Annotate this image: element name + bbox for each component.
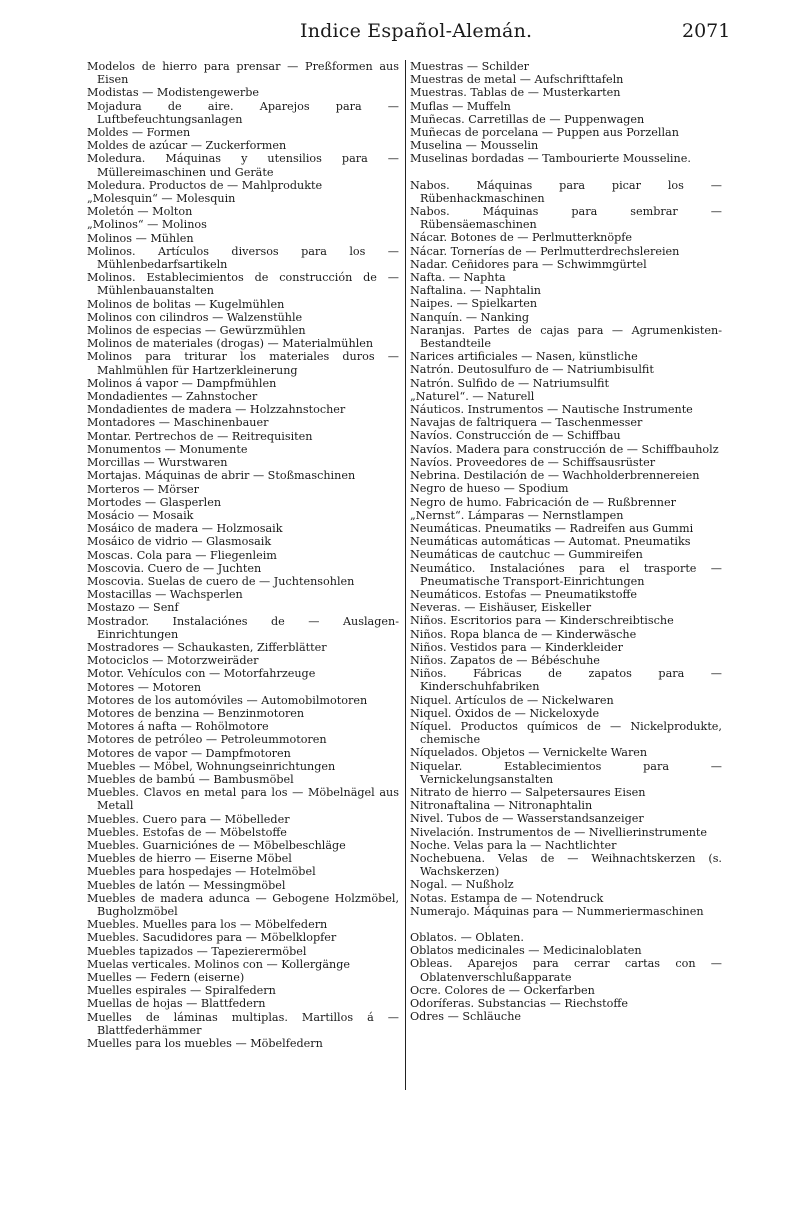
index-entry: Muñecas. Carretillas de — Puppenwagen (410, 112, 645, 126)
index-entry: Noche. Velas para la — Nachtlichter (410, 838, 617, 852)
index-entry: Molinos. Artículos diversos para los — Mühlenbedarfsartikeln (87, 244, 399, 272)
index-entry: Muebles para hospedajes — Hotelmöbel (87, 865, 316, 879)
index-entry: Morcillas — Wurstwaren (87, 456, 228, 470)
index-entry: Navajas de faltriquera — Taschenmesser (410, 416, 643, 430)
index-entry: Moscovia. Cuero de — Juchten (87, 561, 262, 575)
index-entry: Muebles de bambú — Bambusmöbel (87, 772, 294, 786)
index-column-left (87, 60, 399, 1050)
index-entry: Muestras. Tablas de — Musterkarten (410, 86, 621, 100)
index-entry: Molinos con cilindros — Walzenstühle (87, 310, 303, 324)
index-entry: Naftalina. — Naphtalin (410, 284, 542, 298)
index-entry: Motores de benzina — Benzinmotoren (87, 706, 305, 720)
index-entry: Niquel. Artículos de — Nickelwaren (410, 693, 614, 707)
index-entry: Nitronaftalina — Nitronaphtalin (410, 799, 593, 813)
index-entry: Muebles de hierro — Eiserne Möbel (87, 852, 292, 866)
index-entry: Oblatos medicinales — Medicinaloblaten (410, 944, 642, 958)
index-entry: Muebles de madera adunca — Gebogene Holzmöbel, Bugholzmöbel (87, 891, 399, 918)
index-entry: Negro de hueso — Spodium (410, 482, 569, 496)
index-entry: Moscas. Cola para — Fliegenleim (87, 548, 277, 562)
column-divider (405, 60, 406, 1090)
index-entry: Molinos de bolitas — Kugelmühlen (87, 297, 285, 311)
index-entry: Mostrador. Instalaciónes de — Auslagen-Einrichtungen (87, 614, 399, 641)
index-entry: Muellas de hojas — Blattfedern (87, 997, 266, 1011)
index-entry: Montar. Pertrechos de — Reitrequisiten (87, 429, 313, 443)
index-entry: Mosácio — Mosaik (87, 508, 194, 522)
index-entry: Muelles de láminas multiplas. Martillos á — Blattfederhämmer (87, 1010, 399, 1037)
index-entry: Nabos. Máquinas para picar los — Rübenhackmaschinen (410, 178, 722, 205)
section-gap (410, 166, 722, 179)
index-entry: Moledura. Máquinas y utensilios para — Müllereimaschinen und Geräte (87, 152, 399, 179)
index-entry: Oblatos. — Oblaten. (410, 931, 524, 944)
index-entry: Niños. Vestidos para — Kinderkleider (410, 640, 623, 654)
index-entry: Muelles espirales — Spiralfedern (87, 984, 276, 998)
index-entry: Nácar. Tornerías de — Perlmutterdrechslereien (410, 244, 680, 258)
index-entry: Molinos de materiales (drogas) — Materialmühlen (87, 337, 374, 351)
index-entry: Neumático. Instalaciónes para el trasporte — Pneumatische Transport-Einrichtungen (410, 561, 722, 588)
index-entry: Navíos. Proveedores de — Schiffsausrüster (410, 455, 656, 469)
index-entry: „Molinos“ — Molinos (87, 218, 207, 232)
index-column-right (410, 60, 722, 1023)
index-entry: Muebles. Sacudidores para — Möbelklopfer (87, 931, 337, 945)
index-entry: Motores de los automóviles — Automobilmotoren (87, 693, 368, 707)
index-entry: Negro de humo. Fabricación de — Rußbrenner (410, 495, 676, 509)
index-entry: Náuticos. Instrumentos — Nautische Instrumente (410, 403, 693, 417)
index-entry: Neumáticos. Estofas — Pneumatikstoffe (410, 587, 638, 601)
index-entry: Nochebuena. Velas de — Weihnachtskerzen (s. Wachskerzen) (410, 851, 722, 879)
index-entry: Mostazo — Senf (87, 601, 179, 615)
index-entry: Modistas — Modistengewerbe (87, 86, 259, 100)
index-entry: Molinos para triturar los materiales duros — Mahlmühlen für Hartzerkleinerung (87, 350, 399, 377)
index-entry: Mondadientes — Zahnstocher (87, 390, 258, 404)
index-entry: Muselinas bordadas — Tambourierte Mousseline. (410, 152, 691, 166)
index-entry: Muelas verticales. Molinos con — Kollergänge (87, 957, 351, 971)
index-entry: Muebles. Guarniciónes de — Möbelbeschläge (87, 838, 346, 852)
index-entry: Moscovia. Suelas de cuero de — Juchtensohlen (87, 574, 355, 588)
index-entry: Nitrato de hierro — Salpetersaures Eisen (410, 785, 646, 799)
index-entry: Muebles tapizados — Tapezierermöbel (87, 944, 307, 958)
index-entry: Muebles. Estofas de — Möbelstoffe (87, 825, 287, 839)
index-entry: Nácar. Botones de — Perlmutterknöpfe (410, 231, 633, 245)
index-entry: Níquel. Productos químicos de — Nickelprodukte, chemische (410, 719, 722, 747)
index-entry: Moldes de azúcar — Zuckerformen (87, 139, 287, 153)
index-entry: Motor. Vehículos con — Motorfahrzeuge (87, 667, 316, 681)
index-entry: Moledura. Productos de — Mahlprodukte (87, 178, 323, 192)
index-entry: Nebrina. Destilación de — Wachholderbrennereien (410, 469, 700, 483)
index-entry: Nanquín. — Nanking (410, 310, 530, 324)
index-entry: Mortodes — Glasperlen (87, 495, 222, 509)
index-entry: Muselina — Mousselin (410, 139, 539, 153)
index-entry: Niños. Zapatos de — Bébéschuhe (410, 653, 600, 667)
index-entry: Motociclos — Motorzweiräder (87, 654, 259, 668)
index-entry: Mostacillas — Wachsperlen (87, 588, 243, 602)
index-entry: Moletón — Molton (87, 205, 193, 219)
index-entry: Muñecas de porcelana — Puppen aus Porzellan (410, 126, 679, 140)
index-entry: Molinos. Establecimientos de construcción de — Mühlenbauanstalten (87, 271, 399, 298)
index-entry: Mosáico de vidrio — Glasmosaik (87, 535, 272, 549)
index-entry: Niños. Ropa blanca de — Kinderwäsche (410, 627, 637, 641)
index-entry: Muflas — Muffeln (410, 99, 511, 113)
index-entry: Naipes. — Spielkarten (410, 297, 538, 311)
index-entry: Odoríferas. Substancias — Riechstoffe (410, 997, 628, 1011)
index-entry: Nogal. — Nußholz (410, 878, 514, 892)
index-entry: Molinos de especias — Gewürzmühlen (87, 324, 306, 338)
index-entry: Odres — Schläuche (410, 1010, 522, 1024)
index-entry: Mosáico de madera — Holzmosaik (87, 522, 283, 536)
index-entry: Nivelación. Instrumentos de — Nivellierinstrumente (410, 825, 708, 839)
index-entry: Motores de petróleo — Petroleummotoren (87, 733, 327, 747)
index-entry: Nivel. Tubos de — Wasserstandsanzeiger (410, 812, 644, 826)
index-entry: „Nernst“. Lámparas — Nernstlampen (410, 508, 624, 522)
index-entry: Níquelados. Objetos — Vernickelte Waren (410, 746, 648, 760)
index-entry: Nadar. Ceñidores para — Schwimmgürtel (410, 257, 647, 271)
index-entry: Muebles — Möbel, Wohnungseinrichtungen (87, 759, 336, 773)
page-number: 2071 (682, 20, 731, 42)
index-entry: Mondadientes de madera — Holzzahnstocher (87, 403, 346, 417)
index-entry: Navíos. Madera para construcción de — Schiffbauholz (410, 442, 719, 456)
index-entry: „Molesquin“ — Molesquin (87, 192, 236, 206)
index-entry: Niquelar. Establecimientos para — Vernickelungsanstalten (410, 759, 722, 786)
index-entry: Motores — Motoren (87, 680, 202, 694)
index-entry: Nafta. — Naphta (410, 271, 506, 285)
index-entry: „Naturel“. — Naturell (410, 389, 535, 403)
index-entry: Mortajas. Máquinas de abrir — Stoßmaschinen (87, 469, 356, 483)
index-entry: Montadores — Maschinenbauer (87, 416, 269, 430)
index-entry: Monumentos — Monumente (87, 442, 248, 456)
index-entry: Muelles para los muebles — Möbelfedern (87, 1037, 323, 1051)
index-entry: Natrón. Sulfido de — Natriumsulfit (410, 376, 609, 390)
index-entry: Navíos. Construcción de — Schiffbau (410, 429, 621, 443)
page-header (0, 20, 803, 50)
index-entry: Niños. Escritorios para — Kinderschreibtische (410, 614, 674, 628)
index-entry: Niquel. Óxidos de — Nickeloxyde (410, 706, 600, 720)
index-entry: Mostradores — Schaukasten, Zifferblätter (87, 640, 327, 654)
index-entry: Motores de vapor — Dampfmotoren (87, 746, 291, 760)
index-entry: Obleas. Aparejos para cerrar cartas con — Oblatenverschlußapparate (410, 957, 722, 984)
page-title: Indice Español-Alemán. (300, 20, 533, 42)
index-entry: Naranjas. Partes de cajas para — Agrumenkisten-Bestandteile (410, 323, 722, 351)
index-entry: Morteros — Mörser (87, 482, 200, 496)
index-entry: Muebles. Clavos en metal para los — Möbelnägel aus Metall (87, 786, 399, 813)
index-entry: Modelos de hierro para prensar — Preßformen aus Eisen (87, 60, 399, 87)
index-entry: Neumáticas automáticas — Automat. Pneumatiks (410, 535, 691, 549)
index-entry: Ocre. Colores de — Ockerfarben (410, 983, 595, 997)
index-entry: Neumáticas de cautchuc — Gummireifen (410, 548, 643, 562)
index-entry: Narices artificiales — Nasen, künstliche (410, 350, 638, 364)
index-entry: Molinos á vapor — Dampfmühlen (87, 376, 277, 390)
index-entry: Notas. Estampa de — Notendruck (410, 891, 604, 905)
section-gap (410, 918, 722, 931)
index-entry: Muebles. Muelles para los — Möbelfedern (87, 918, 328, 932)
index-entry: Molinos — Mühlen (87, 231, 194, 245)
index-entry: Moldes — Formen (87, 126, 191, 140)
index-entry: Muebles de latón — Messingmöbel (87, 878, 286, 892)
index-entry: Motores á nafta — Rohölmotore (87, 720, 269, 734)
index-entry: Muestras — Schilder (410, 60, 529, 73)
index-entry: Numerajo. Máquinas para — Nummeriermaschinen (410, 904, 704, 918)
index-entry: Neveras. — Eishäuser, Eiskeller (410, 601, 592, 615)
index-entry: Natrón. Deutosulfuro de — Natriumbisulfit (410, 363, 654, 377)
index-entry: Muebles. Cuero para — Möbelleder (87, 812, 290, 826)
index-entry: Muestras de metal — Aufschrifttafeln (410, 73, 624, 87)
index-entry: Mojadura de aire. Aparejos para — Luftbefeuchtungsanlagen (87, 99, 399, 126)
index-entry: Nabos. Máquinas para sembrar — Rübensäemaschinen (410, 205, 722, 232)
index-entry: Niños. Fábricas de zapatos para — Kinderschuhfabriken (410, 667, 722, 694)
index-entry: Muelles — Federn (eiserne) (87, 971, 245, 985)
index-entry: Neumáticas. Pneumatiks — Radreifen aus Gummi (410, 521, 694, 535)
